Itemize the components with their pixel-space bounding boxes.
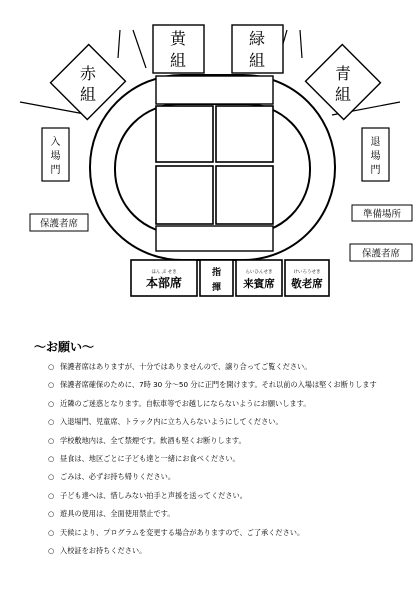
guardian-seats-right-box (350, 244, 412, 261)
blue-team-char-1: 青 (334, 64, 352, 83)
circle-bullet-icon: ○ (48, 509, 55, 519)
red-team-char-1: 赤 (79, 64, 97, 83)
red-team-char-2: 組 (79, 85, 97, 104)
circle-bullet-icon: ○ (48, 453, 55, 463)
green-team-char-1: 緑 (248, 29, 266, 48)
request-text: 保護者席はありますが、十分ではありませんので、譲り合ってご覧ください。 (60, 362, 312, 371)
request-text: 保護者席確保のために、7時 30 分〜50 分に正門を開けます。それ以前の入場は堅くお断りします (60, 380, 377, 390)
circle-bullet-icon: ○ (48, 398, 55, 408)
circle-bullet-icon: ○ (48, 380, 55, 390)
request-item (48, 453, 377, 471)
headquarters-label: 本部席 (145, 276, 183, 290)
green-team-box (232, 25, 283, 73)
circle-bullet-icon: ○ (48, 362, 55, 371)
entrance-gate-char-1: 入 (50, 137, 61, 148)
circle-bullet-icon: ○ (48, 545, 55, 555)
request-text: 入校証をお持ちください。 (60, 545, 147, 555)
request-item (48, 527, 377, 545)
elderly-seats-label: 敬老席 (291, 278, 323, 290)
blue-team-char-2: 組 (334, 85, 352, 104)
circle-bullet-icon: ○ (48, 435, 55, 445)
green-team-char-2: 組 (248, 51, 266, 70)
circle-bullet-icon: ○ (48, 490, 55, 500)
request-item (48, 435, 377, 453)
requests-list (48, 361, 377, 563)
request-item (48, 361, 377, 379)
entrance-gate-box (42, 128, 69, 181)
command-platform-box (200, 260, 233, 296)
request-text: 学校敷地内は、全て禁煙です。飲酒も堅くお断りします。 (60, 435, 246, 445)
entrance-gate-char-3: 門 (50, 165, 61, 176)
guest-seats-label: 来賓席 (243, 278, 275, 290)
request-text: 近隣のご迷惑となります。自転車等でお越しにならないようにお願いします。 (60, 398, 311, 408)
circle-bullet-icon: ○ (48, 527, 55, 537)
elderly-seats-ruby: けいろうせき (293, 270, 321, 275)
yellow-team-char-2: 組 (169, 51, 187, 70)
headquarters-ruby: ほん ぶ せき (151, 270, 177, 275)
request-item (48, 379, 377, 397)
guardian-seats-left-label: 保護者席 (39, 218, 79, 230)
guest-seats-ruby: らいひんせき (245, 270, 273, 275)
entrance-gate-char-2: 場 (50, 151, 61, 162)
exit-gate-char-1: 退 (370, 137, 381, 148)
requests-title: 〜お願い〜 (34, 340, 95, 354)
center-blocks (156, 106, 273, 224)
headquarters-box (131, 260, 197, 296)
circle-bullet-icon: ○ (48, 417, 55, 427)
request-item (48, 471, 377, 489)
command-platform-char-1: 指 (211, 268, 222, 278)
yellow-team-char-1: 黄 (169, 29, 187, 48)
circle-bullet-icon: ○ (48, 472, 55, 482)
elderly-seats-box (285, 260, 329, 296)
field-layout-map (0, 0, 420, 300)
preparation-area-box (352, 205, 412, 221)
request-text: ごみは、必ずお持ち帰りください。 (60, 472, 176, 482)
preparation-area-label: 準備場所 (362, 209, 402, 220)
request-text: 天候により、プログラムを変更する場合がありますので、ご了承ください。 (60, 527, 305, 537)
exit-gate-char-2: 場 (370, 151, 381, 162)
exit-gate-char-3: 門 (370, 165, 381, 176)
request-item (48, 545, 377, 563)
yellow-team-box (153, 25, 204, 73)
request-text: 入退場門、児童席、トラック内に立ち入らないようにしてください。 (60, 417, 283, 427)
guest-seats-box (236, 260, 282, 296)
request-text: 昼食は、地区ごとに子ども達と一緒にお食べください。 (60, 453, 240, 463)
request-item (48, 508, 377, 526)
request-text: 遊具の使用は、全面使用禁止です。 (60, 509, 175, 519)
command-platform-char-2: 揮 (211, 283, 222, 293)
guardian-seats-left-box (30, 214, 88, 231)
exit-gate-box (362, 128, 389, 181)
request-text: 子ども達へは、惜しみない拍手と声援を送ってください。 (60, 490, 247, 500)
request-item (48, 398, 377, 416)
request-item (48, 490, 377, 508)
request-item (48, 416, 377, 434)
guardian-seats-right-label: 保護者席 (361, 248, 401, 260)
